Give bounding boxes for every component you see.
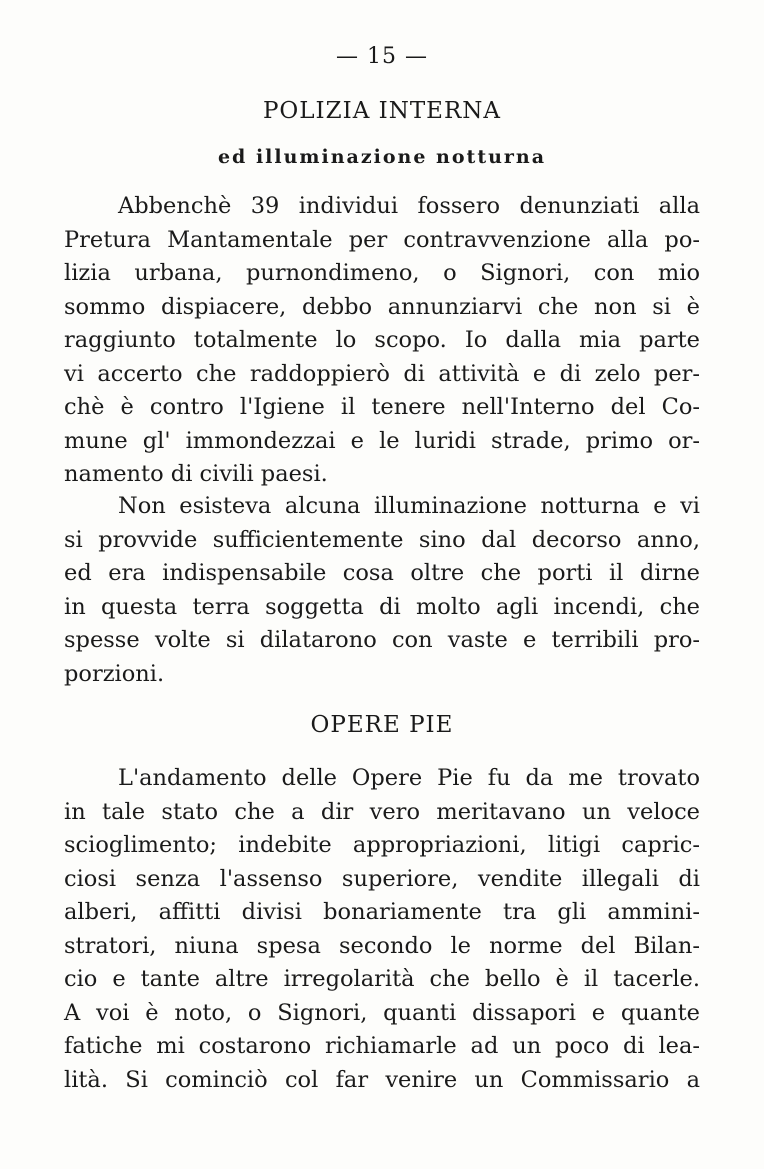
- text-line: A voi è noto, o Signori, quanti dissapori e quante: [64, 999, 700, 1026]
- text-line: raggiunto totalmente lo scopo. Io dalla mia parte: [64, 327, 700, 353]
- text-line: spesse volte si dilatarono con vaste e terribili pro-: [64, 627, 700, 653]
- section-title-opere-pie: OPERE PIE: [310, 712, 454, 738]
- text-line: lizia urbana, purnondimeno, o Signori, con mio: [64, 260, 700, 286]
- text-line: chè è contro l'Igiene il tenere nell'Interno del Co-: [64, 394, 700, 420]
- text-line: scioglimento; indebite appropriazioni, litigi capric-: [64, 832, 700, 858]
- text-line: fatiche mi costarono richiamarle ad un poco di lea-: [64, 1033, 700, 1059]
- text-line: alberi, affitti divisi bonariamente tra gli ammini-: [64, 899, 700, 925]
- text-line: lità. Si cominciò col far venire un Commissario a: [64, 1066, 700, 1093]
- text-line: namento di civili paesi.: [64, 461, 328, 487]
- text-line: ed era indispensabile cosa oltre che porti il dirne: [64, 560, 700, 586]
- text-line: stratori, niuna spesa secondo le norme del Bilan-: [64, 932, 700, 959]
- text-line: mune gl' immondezzai e le luridi strade, primo or-: [64, 427, 700, 454]
- section-title-polizia-interna: POLIZIA INTERNA: [262, 98, 502, 124]
- text-line: sommo dispiacere, debbo annunziarvi che non si è: [64, 293, 700, 320]
- text-line: Pretura Mantamentale per contravvenzione alla po-: [64, 226, 700, 253]
- text-line: cio e tante altre irregolarità che bello è il tacerle.: [64, 966, 700, 992]
- text-line: Abbenchè 39 individui fossero denunziati alla: [118, 193, 700, 219]
- paragraph-illuminazione: [64, 490, 700, 691]
- text-line: si provvide sufficientemente sino dal decorso anno,: [64, 526, 700, 553]
- section-subtitle-illuminazione: ed illuminazione notturna: [217, 146, 547, 168]
- text-line: L'andamento delle Opere Pie fu da me trovato: [118, 765, 700, 791]
- text-line: Non esisteva alcuna illuminazione notturna e vi: [118, 493, 700, 519]
- text-line: in questa terra soggetta di molto agli incendi, che: [64, 593, 700, 620]
- paragraph-opere-pie: [64, 762, 700, 1097]
- paragraph-polizia: [64, 190, 700, 492]
- page-number: — 15 —: [336, 44, 428, 69]
- text-line: vi accerto che raddoppierò di attività e di zelo per-: [64, 360, 700, 387]
- text-line: porzioni.: [64, 660, 165, 687]
- text-line: in tale stato che a dir vero meritavano un veloce: [64, 798, 700, 825]
- text-line: ciosi senza l'assenso superiore, vendite illegali di: [64, 865, 700, 892]
